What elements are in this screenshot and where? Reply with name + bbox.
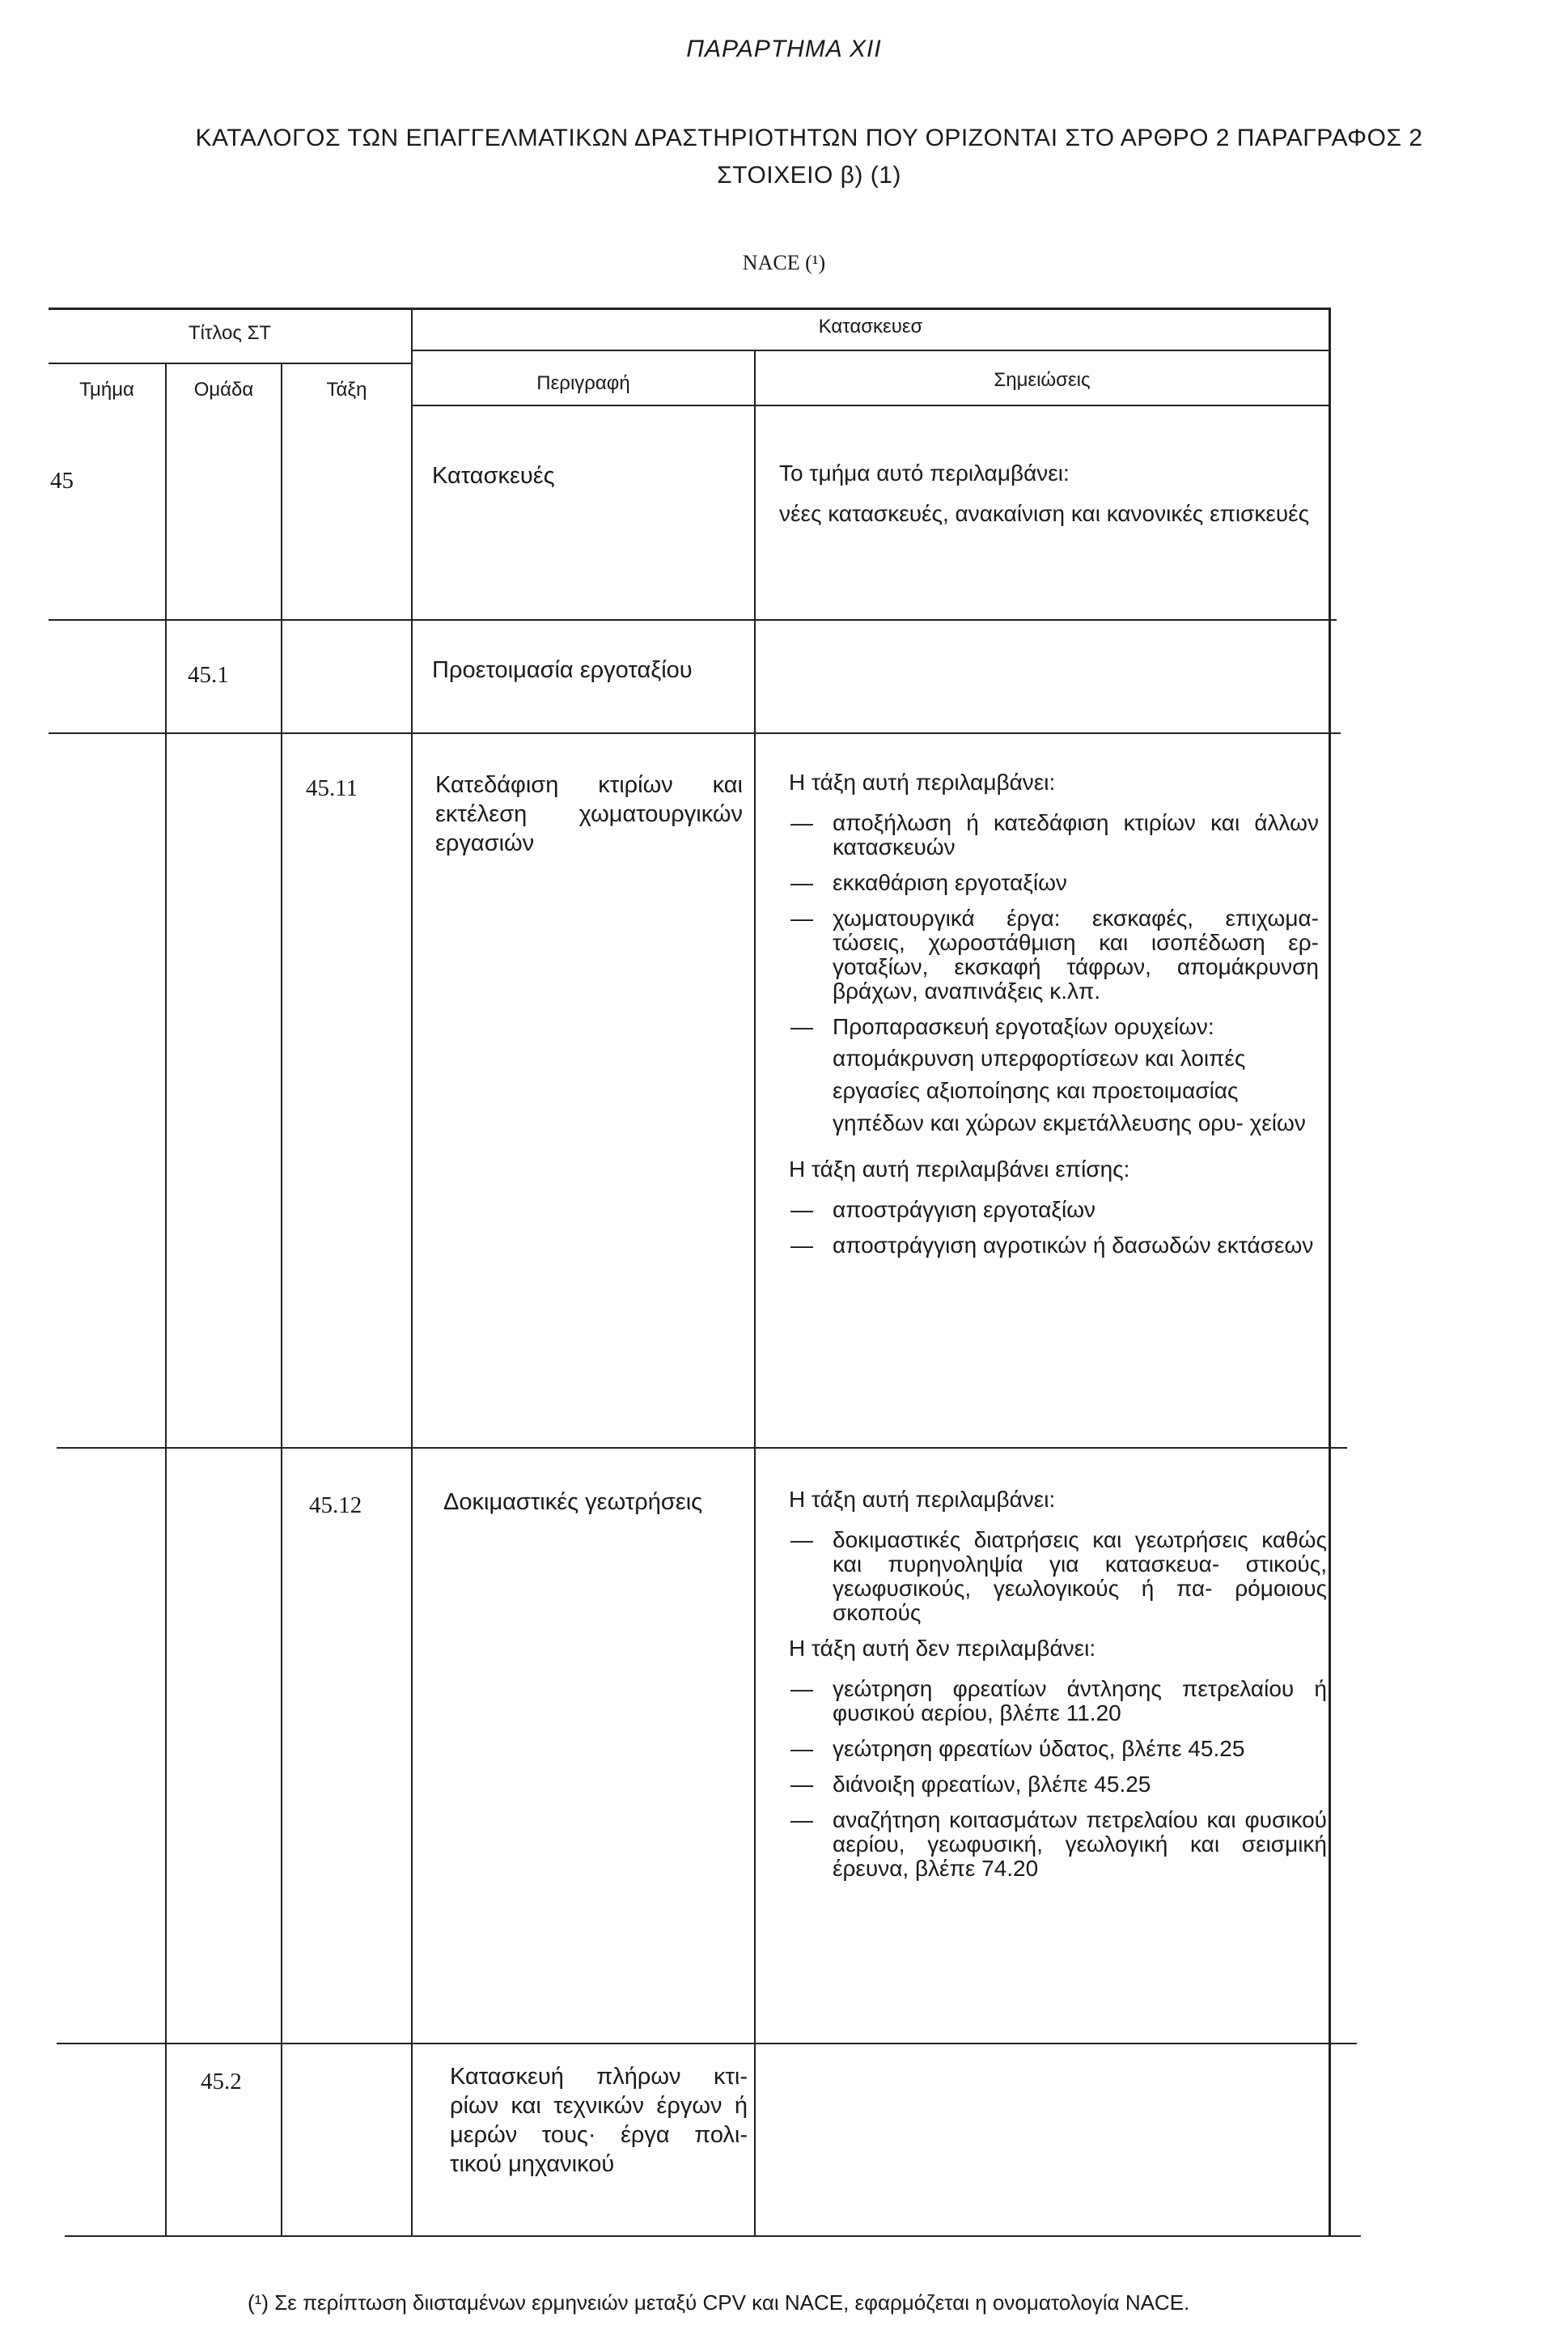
row-45-description: Κατασκευές (432, 463, 555, 489)
table-rule-top (49, 308, 1329, 310)
row-45-12-includes-intro: Η τάξη αυτή περιλαμβάνει: (789, 1487, 1056, 1512)
row-45-notes (779, 461, 1317, 526)
table-col-class (411, 308, 413, 2237)
row-45-12-notes (789, 1488, 1327, 1892)
row-45-11-includes-intro: Η τάξη αυτή περιλαμβάνει: (789, 770, 1056, 795)
row-45-code: 45 (50, 468, 74, 494)
header-construction: Κατασκευεσ (818, 316, 923, 337)
header-notes: Σημειώσεις (994, 369, 1091, 391)
table-rule-row-45-11 (57, 1447, 1347, 1449)
table-rule-bottom (65, 2235, 1361, 2237)
table-col-left (165, 363, 167, 2237)
row-45-notes-text: νέες κατασκευές, ανακαίνιση και κανονικές επισκευές (779, 501, 1310, 526)
table-rule-row-45-12 (57, 2043, 1357, 2044)
list-item: — αποξήλωση ή κατεδάφιση κτιρίων και άλλων κατασκευών (789, 811, 1319, 859)
table-rule-row-45-1 (49, 732, 1341, 734)
footnote: (¹) Σε περίπτωση διισταμένων ερμηνειών μεταξύ CPV και NACE, εφαρμόζεται η ονοματολογία NACE. (248, 2290, 1190, 2315)
list-item: — δοκιμαστικές διατρήσεις και γεωτρήσεις καθώς και πυρηνοληψία για κατασκευα- στικούς, γεωφυσικούς, γεωλογικούς ή πα- ρόμοιους σκοπούς (789, 1528, 1327, 1625)
row-45-11-notes (789, 770, 1319, 1269)
row-45-1-code: 45.1 (188, 662, 229, 688)
nace-label: NACE (¹) (742, 251, 826, 274)
header-class: Τάξη (326, 379, 367, 401)
row-45-notes-intro: Το τμήμα αυτό περιλαμβάνει: (779, 460, 1070, 486)
row-45-12-description: Δοκιμαστικές γεωτρήσεις (443, 1489, 703, 1515)
heading-line-2: ΣΤΟΙΧΕΙΟ β) (1) (717, 162, 901, 189)
row-45-1-description: Προετοιμασία εργοταξίου (432, 657, 693, 683)
list-item: — αποστράγγιση αγροτικών ή δασωδών εκτάσεων (789, 1233, 1319, 1258)
list-item: — αναζήτηση κοιτασμάτων πετρελαίου και φυσικού αερίου, γεωφυσική, γεωλογική και σεισμική έρευνα, βλέπε 74.20 (789, 1808, 1327, 1881)
list-item: — Προπαρασκευή εργοταξίων ορυχείων: (789, 1015, 1319, 1039)
document-heading (194, 120, 1424, 194)
heading-line-1: ΚΑΤΑΛΟΓΟΣ ΤΩΝ ΕΠΑΓΓΕΛΜΑΤΙΚΩΝ ΔΡΑΣΤΗΡΙΟΤΗΤΩΝ ΠΟΥ ΟΡΙΖΟΝΤΑΙ ΣΤΟ ΑΡΘΡΟ 2 ΠΑΡΑΓΡΑΦΟΣ 2 (195, 125, 1423, 151)
row-45-12-excludes-intro: Η τάξη αυτή δεν περιλαμβάνει: (789, 1636, 1096, 1661)
annex-title: ΠΑΡΑΡΤΗΜΑ XII (686, 36, 882, 62)
row-45-2-description: Κατασκευή πλήρων κτι- ρίων και τεχνικών έργων ή μερών τους· έργα πολι- τικού μηχανικού (450, 2064, 748, 2177)
list-item: — χωματουργικά έργα: εκσκαφές, επιχωμα- τώσεις, χωροστάθμιση και ισοπέδωση ερ- γοταξίων, εκσκαφή τάφρων, απομάκρυνση βράχων, αναπινάξεις κ.λπ. (789, 906, 1319, 1004)
table-rule-row-45 (49, 619, 1337, 621)
row-45-12-code: 45.12 (309, 1492, 362, 1518)
table-col-right (1329, 308, 1331, 2237)
table-rule-header-bottom (49, 363, 413, 364)
table-rule-header-mid (413, 350, 1329, 351)
list-item: — διάνοιξη φρεατίων, βλέπε 45.25 (789, 1772, 1327, 1797)
list-item: — γεώτρηση φρεατίων ύδατος, βλέπε 45.25 (789, 1737, 1327, 1761)
table-col-group (281, 363, 282, 2237)
table-rule-header-bottom-right (413, 405, 1329, 406)
header-title-st: Τίτλος ΣΤ (188, 322, 272, 344)
row-45-11-code: 45.11 (306, 775, 358, 801)
header-section: Τμήμα (79, 379, 134, 401)
header-group: Ομάδα (193, 379, 254, 401)
header-description: Περιγραφή (536, 372, 630, 394)
list-item: — γεώτρηση φρεατίων άντλησης πετρελαίου ή φυσικού αερίου, βλέπε 11.20 (789, 1677, 1327, 1725)
row-45-11-also-intro: Η τάξη αυτή περιλαμβάνει επίσης: (789, 1157, 1130, 1182)
row-45-11-description: Κατεδάφιση κτιρίων και εκτέλεση χωματουργικών εργασιών (435, 772, 743, 856)
table-col-description (754, 350, 756, 2237)
list-item: — εκκαθάριση εργοταξίων (789, 871, 1319, 895)
row-45-2-code: 45.2 (201, 2069, 242, 2094)
row-45-11-includes-continuation: απομάκρυνση υπερφορτίσεων και λοιπές εργασίες αξιοποίησης και προετοιμασίας γηπέδων και χώρων εκμετάλλευσης ορυ- χείων (833, 1046, 1306, 1135)
list-item: — αποστράγγιση εργοταξίων (789, 1198, 1319, 1222)
